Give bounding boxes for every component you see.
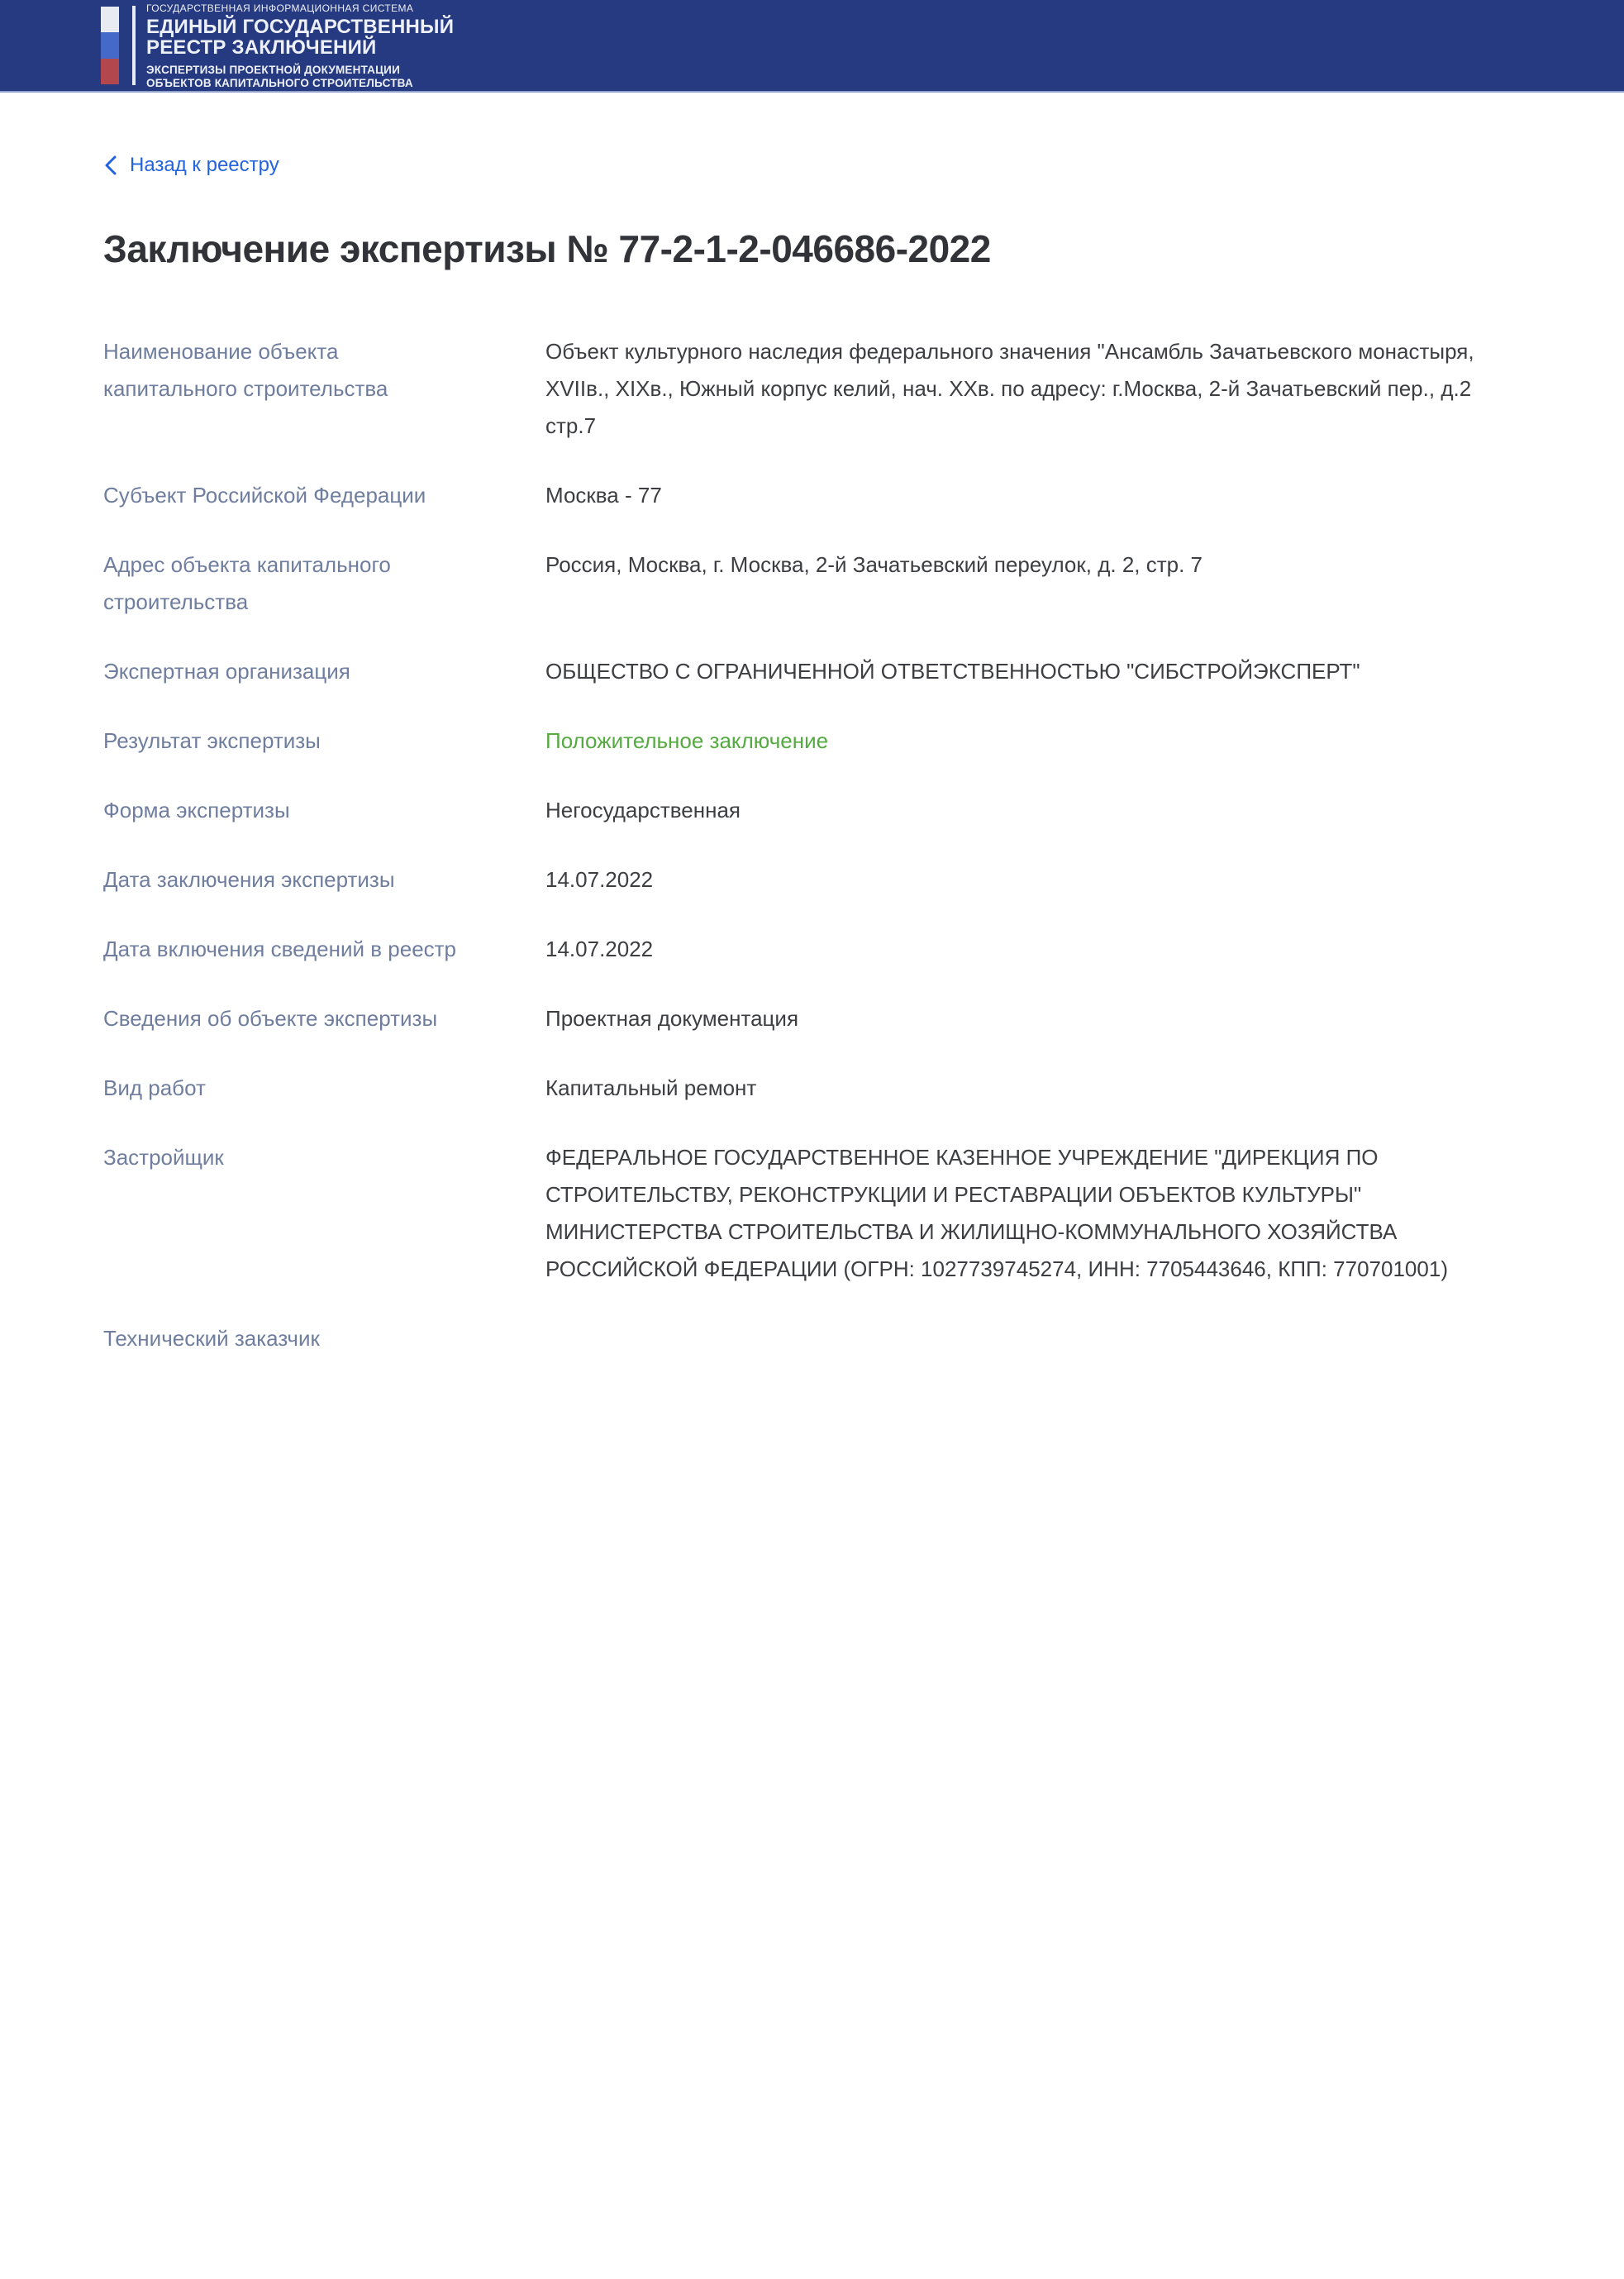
field-label: Адрес объекта капитального строительства <box>103 552 391 614</box>
egrz-logo[interactable] <box>101 2 455 89</box>
field-label: Форма экспертизы <box>103 798 290 822</box>
field-value: Проектная документация <box>545 1006 799 1031</box>
field-row-object-name <box>103 333 1521 445</box>
field-value: Москва - 77 <box>545 483 662 508</box>
logo-registry-line2: РЕЕСТР ЗАКЛЮЧЕНИЙ <box>146 36 377 59</box>
field-value: ОБЩЕСТВО С ОГРАНИЧЕННОЙ ОТВЕТСТВЕННОСТЬЮ "СИБСТРОЙЭКСПЕРТ" <box>545 659 1360 684</box>
back-to-registry-link[interactable] <box>103 154 279 177</box>
field-value: 14.07.2022 <box>545 937 654 961</box>
logo-system-label: ГОСУДАРСТВЕННАЯ ИНФОРМАЦИОННАЯ СИСТЕМА <box>146 2 414 14</box>
field-value: 14.07.2022 <box>545 867 654 892</box>
field-value: Россия, Москва, г. Москва, 2-й Зачатьевский переулок, д. 2, стр. 7 <box>545 552 1203 577</box>
field-value: Объект культурного наследия федерального значения "Ансамбль Зачатьевского монастыря, XVIIв., XIXв., Южный корпус келий, нач. XXв. по адресу: г.Москва, 2-й Зачатьевский пер., д.2 стр.7 <box>545 339 1474 438</box>
logo-registry-line1: ЕДИНЫЙ ГОСУДАРСТВЕННЫЙ <box>146 15 455 38</box>
conclusion-page <box>0 93 1624 1357</box>
field-row-developer <box>103 1139 1521 1288</box>
flag-stripe-white <box>101 7 119 32</box>
logo-divider <box>132 6 136 85</box>
field-row-technical-customer <box>103 1320 1521 1357</box>
field-value: ФЕДЕРАЛЬНОЕ ГОСУДАРСТВЕННОЕ КАЗЕННОЕ УЧРЕЖДЕНИЕ "ДИРЕКЦИЯ ПО СТРОИТЕЛЬСТВУ, РЕКОНСТРУКЦИИ И РЕСТАВРАЦИИ ОБЪЕКТОВ КУЛЬТУРЫ" МИНИСТЕРСТВА СТРОИТЕЛЬСТВА И ЖИЛИЩНО-КОММУНАЛЬНОГО ХОЗЯЙСТВА РОССИЙСКОЙ ФЕДЕРАЦИИ (ОГРН: 1027739745274, ИНН: 7705443646, КПП: 770701001) <box>545 1145 1448 1281</box>
page-title: Заключение экспертизы № 77-2-1-2-046686-2022 <box>103 227 991 270</box>
field-row-region <box>103 477 1521 514</box>
field-row-registry-inclusion-date <box>103 931 1521 968</box>
field-label: Дата заключения экспертизы <box>103 867 395 892</box>
russian-flag-icon <box>101 7 119 84</box>
app-header <box>0 0 1624 93</box>
field-value-positive: Положительное заключение <box>545 728 829 753</box>
flag-stripe-blue <box>101 32 119 58</box>
field-label: Технический заказчик <box>103 1326 320 1351</box>
field-row-work-type <box>103 1070 1521 1107</box>
field-label: Наименование объекта капитального строительства <box>103 339 388 401</box>
field-row-expert-organization <box>103 653 1521 690</box>
field-value: Капитальный ремонт <box>545 1075 757 1100</box>
logo-subtitle-line2: ОБЪЕКТОВ КАПИТАЛЬНОГО СТРОИТЕЛЬСТВА <box>146 76 413 89</box>
flag-stripe-red <box>101 59 119 84</box>
field-label: Экспертная организация <box>103 659 350 684</box>
chevron-left-icon <box>103 155 118 176</box>
field-value: Негосударственная <box>545 798 741 822</box>
logo-subtitle-line1: ЭКСПЕРТИЗЫ ПРОЕКТНОЙ ДОКУМЕНТАЦИИ <box>146 63 400 76</box>
back-link-label: Назад к реестру <box>130 154 279 176</box>
field-label: Сведения об объекте экспертизы <box>103 1006 438 1031</box>
field-label: Вид работ <box>103 1075 206 1100</box>
field-label: Застройщик <box>103 1145 224 1170</box>
field-row-expertise-result <box>103 722 1521 760</box>
field-row-address <box>103 546 1521 621</box>
field-value <box>545 1320 1521 1357</box>
field-row-expertise-object-info <box>103 1000 1521 1037</box>
field-label: Результат экспертизы <box>103 728 321 753</box>
field-row-conclusion-date <box>103 861 1521 899</box>
field-label: Дата включения сведений в реестр <box>103 937 457 961</box>
logo-text <box>146 2 455 89</box>
field-label: Субъект Российской Федерации <box>103 483 426 508</box>
conclusion-details <box>103 333 1521 1357</box>
field-row-expertise-form <box>103 792 1521 829</box>
